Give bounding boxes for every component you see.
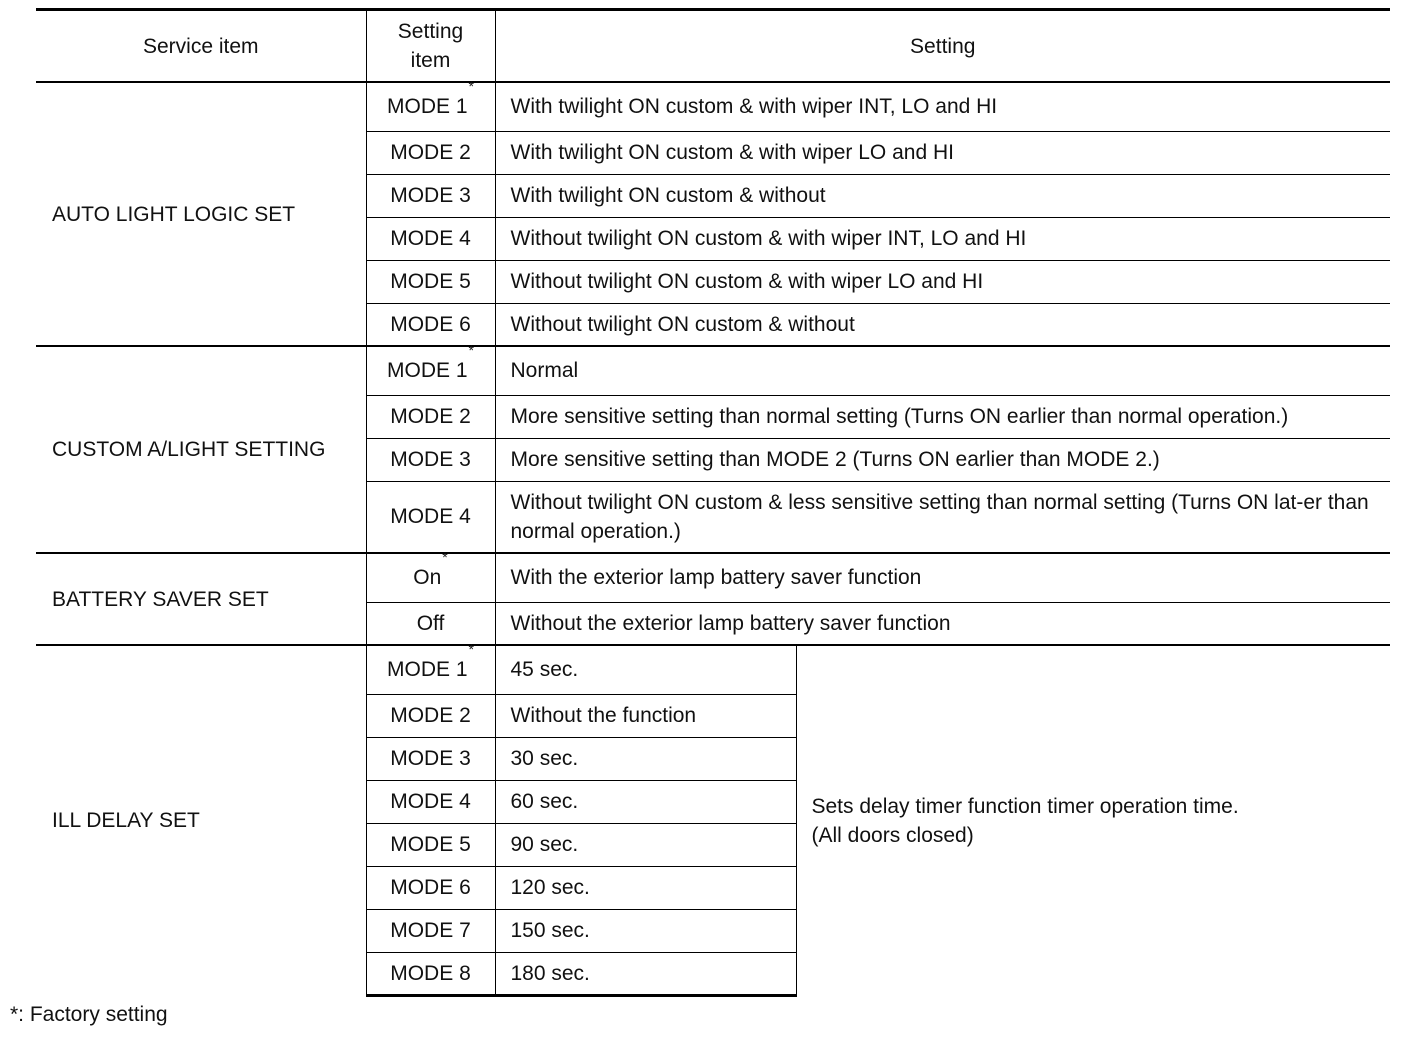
table-row — [36, 645, 1390, 694]
factory-star: * — [468, 641, 474, 658]
mode-cell: MODE 3 — [366, 438, 495, 481]
setting-cell: 60 sec. — [495, 780, 796, 823]
mode-cell: MODE 5 — [366, 823, 495, 866]
setting-cell: Without the function — [495, 694, 796, 737]
mode-cell: MODE 3 — [366, 737, 495, 780]
mode-cell: MODE 4 — [366, 780, 495, 823]
mode-cell: MODE 6 — [366, 303, 495, 346]
mode-cell: MODE 6 — [366, 866, 495, 909]
setting-cell: 30 sec. — [495, 737, 796, 780]
table-row — [36, 346, 1390, 395]
header-service-item: Service item — [36, 10, 366, 83]
ill-delay-note-line1: Sets delay timer function timer operation time. — [811, 794, 1239, 818]
mode-cell: MODE 4 — [366, 217, 495, 260]
ill-delay-note-line2: (All doors closed) — [811, 823, 974, 847]
header-setting-item-line2: item — [410, 49, 451, 72]
mode-cell: MODE 5 — [366, 260, 495, 303]
mode-cell: MODE 2 — [366, 395, 495, 438]
service-settings-table — [36, 8, 1390, 997]
setting-cell: 180 sec. — [495, 952, 796, 995]
header-setting-item — [366, 10, 495, 83]
mode-cell: MODE 1* — [366, 346, 495, 395]
ill-delay-note — [796, 645, 1390, 995]
setting-cell: With twilight ON custom & with wiper LO and HI — [495, 131, 1390, 174]
header-setting-item-line1: Setting — [397, 20, 464, 43]
mode-cell: MODE 1* — [366, 645, 495, 694]
setting-cell: More sensitive setting than MODE 2 (Turns ON earlier than MODE 2.) — [495, 438, 1390, 481]
factory-setting-footnote: *: Factory setting — [10, 1003, 168, 1026]
service-name-battery-saver: BATTERY SAVER SET — [36, 553, 366, 645]
setting-cell: 45 sec. — [495, 645, 796, 694]
factory-star: * — [468, 78, 474, 95]
table-header-row — [36, 10, 1390, 83]
mode-cell: MODE 2 — [366, 694, 495, 737]
header-setting: Setting — [495, 10, 1390, 83]
table-row — [36, 82, 1390, 131]
mode-cell: MODE 1* — [366, 82, 495, 131]
service-name-custom-light: CUSTOM A/LIGHT SETTING — [36, 346, 366, 553]
setting-cell: With twilight ON custom & without — [495, 174, 1390, 217]
service-name-ill-delay: ILL DELAY SET — [36, 645, 366, 995]
setting-cell: 120 sec. — [495, 866, 796, 909]
mode-cell: MODE 3 — [366, 174, 495, 217]
setting-cell: Normal — [495, 346, 1390, 395]
setting-cell: Without twilight ON custom & with wiper LO and HI — [495, 260, 1390, 303]
setting-cell: 150 sec. — [495, 909, 796, 952]
factory-star: * — [468, 342, 474, 359]
table-row — [36, 553, 1390, 602]
setting-cell: Without twilight ON custom & less sensitive setting than normal setting (Turns ON lat-er than normal operation.) — [495, 481, 1390, 553]
setting-cell: With twilight ON custom & with wiper INT, LO and HI — [495, 82, 1390, 131]
mode-cell: MODE 4 — [366, 481, 495, 553]
mode-cell: MODE 2 — [366, 131, 495, 174]
setting-cell: With the exterior lamp battery saver function — [495, 553, 1390, 602]
mode-cell: MODE 8 — [366, 952, 495, 995]
factory-star: * — [442, 549, 448, 566]
setting-cell: Without twilight ON custom & without — [495, 303, 1390, 346]
setting-cell: Without twilight ON custom & with wiper INT, LO and HI — [495, 217, 1390, 260]
setting-cell: More sensitive setting than normal setting (Turns ON earlier than normal operation.) — [495, 395, 1390, 438]
mode-cell: On* — [366, 553, 495, 602]
setting-cell: 90 sec. — [495, 823, 796, 866]
setting-cell: Without the exterior lamp battery saver function — [495, 602, 1390, 645]
service-name-auto-light: AUTO LIGHT LOGIC SET — [36, 82, 366, 346]
mode-cell: Off — [366, 602, 495, 645]
mode-cell: MODE 7 — [366, 909, 495, 952]
